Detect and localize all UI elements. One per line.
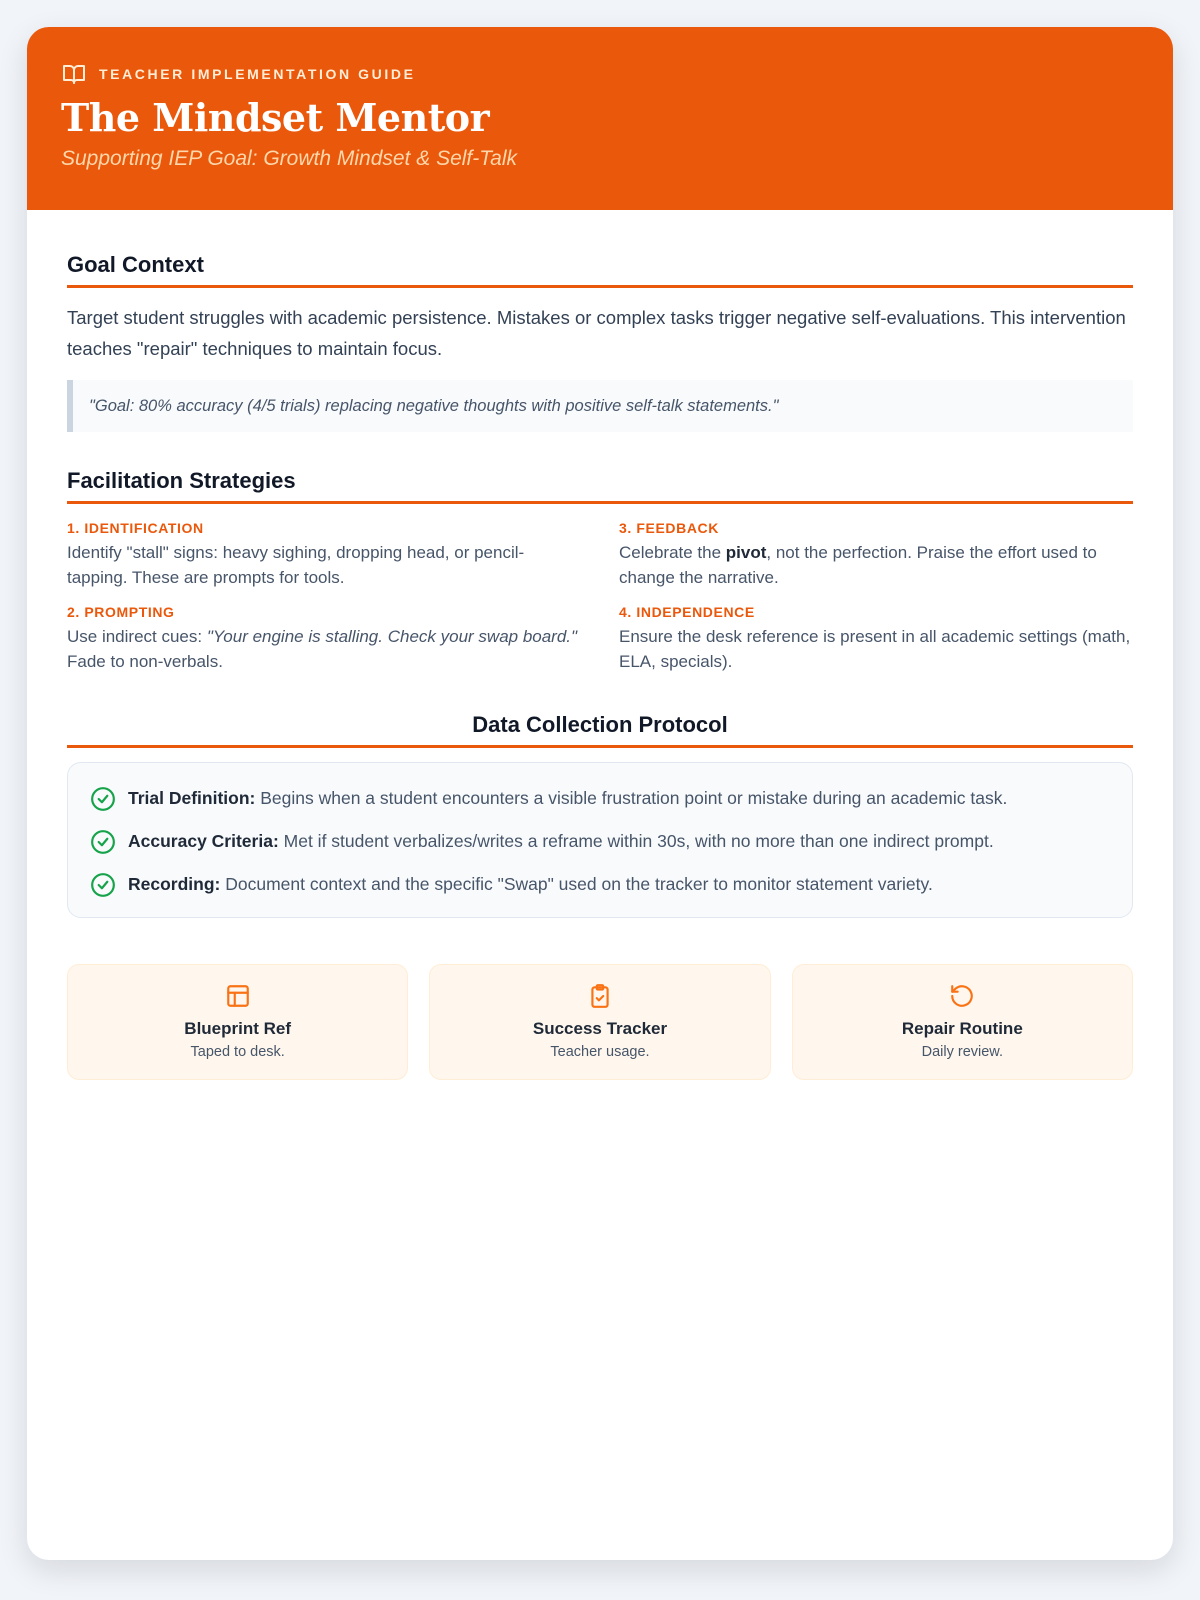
strategy-text — [619, 540, 1133, 590]
protocol-item-trial — [90, 783, 1110, 813]
strategy-text-emphasis: pivot — [725, 543, 767, 562]
tool-card-routine — [792, 964, 1133, 1080]
tool-desc: Taped to desk. — [190, 1044, 285, 1060]
open-book-icon — [61, 62, 87, 86]
tool-card-blueprint — [67, 964, 408, 1080]
strategies-heading: Facilitation Strategies — [67, 468, 1133, 504]
check-circle-icon — [90, 866, 116, 903]
strategy-label: 2. PROMPTING — [67, 604, 175, 620]
eyebrow — [61, 62, 416, 86]
tool-desc: Teacher usage. — [550, 1044, 650, 1060]
check-circle-icon — [90, 823, 116, 860]
strategy-text: Ensure the desk reference is present in all academic settings (math, ELA, specials). — [619, 627, 1131, 671]
content — [27, 252, 1173, 1080]
tool-card-tracker — [429, 964, 770, 1080]
strategy-label: 3. FEEDBACK — [619, 520, 719, 536]
guide-card — [27, 27, 1173, 1560]
strategy-independence — [619, 604, 1133, 674]
eyebrow-label: TEACHER IMPLEMENTATION GUIDE — [99, 66, 416, 82]
goal-context-body: Target student struggles with academic persistence. Mistakes or complex tasks trigger negative self-evaluations. This intervention teaches "repair" techniques to maintain focus. — [67, 307, 1126, 359]
protocol-desc: Begins when a student encounters a visible frustration point or mistake during an academic task. — [255, 787, 1008, 808]
strategy-text-tail: Fade to non-verbals. — [67, 652, 223, 671]
tools-row — [67, 964, 1133, 1080]
protocol-desc: Document context and the specific "Swap" used on the tracker to monitor statement variety. — [220, 873, 933, 894]
tool-name: Repair Routine — [901, 1019, 1023, 1038]
protocol-item-accuracy — [90, 826, 1110, 856]
rotate-icon — [949, 983, 975, 1009]
protocol-text — [128, 874, 933, 895]
clipboard-check-icon — [587, 983, 613, 1009]
strategy-text-lead: Celebrate the — [619, 543, 726, 562]
layout-icon — [225, 983, 251, 1009]
protocol-term: Recording: — [128, 873, 221, 894]
page-title: The Mindset Mentor — [61, 95, 490, 140]
strategy-text-tail: , not the perfection. Praise the effort used to change the narrative. — [619, 543, 1097, 587]
protocol-term: Accuracy Criteria: — [128, 830, 279, 851]
protocol-item-recording — [90, 869, 1110, 899]
strategy-prompting — [67, 604, 581, 674]
page-subtitle: Supporting IEP Goal: Growth Mindset & Self-Talk — [61, 147, 517, 170]
strategy-text-lead: Use indirect cues: — [67, 627, 207, 646]
strategy-label: 4. INDEPENDENCE — [619, 604, 755, 620]
strategy-feedback — [619, 520, 1133, 590]
tool-name: Blueprint Ref — [184, 1019, 292, 1038]
strategy-text-cue: "Your engine is stalling. Check your swap board." — [206, 627, 578, 646]
protocol-text — [128, 831, 994, 852]
tool-desc: Daily review. — [921, 1044, 1004, 1060]
goal-quote: "Goal: 80% accuracy (4/5 trials) replacing negative thoughts with positive self-talk statements." — [67, 380, 1133, 432]
strategy-text: Identify "stall" signs: heavy sighing, dropping head, or pencil-tapping. These are prompts for tools. — [67, 543, 525, 587]
protocol-heading: Data Collection Protocol — [67, 712, 1133, 748]
tool-name: Success Tracker — [532, 1019, 668, 1038]
protocol-text — [128, 788, 1007, 809]
strategy-text — [67, 624, 581, 674]
header-banner — [27, 27, 1173, 210]
protocol-box — [67, 762, 1133, 918]
protocol-term: Trial Definition: — [128, 787, 256, 808]
strategy-label: 1. IDENTIFICATION — [67, 520, 204, 536]
protocol-desc: Met if student verbalizes/writes a reframe within 30s, with no more than one indirect prompt. — [278, 830, 994, 851]
strategies-grid — [67, 520, 1133, 674]
goal-context-heading: Goal Context — [67, 252, 1133, 288]
strategy-identification — [67, 520, 581, 590]
check-circle-icon — [90, 780, 116, 817]
